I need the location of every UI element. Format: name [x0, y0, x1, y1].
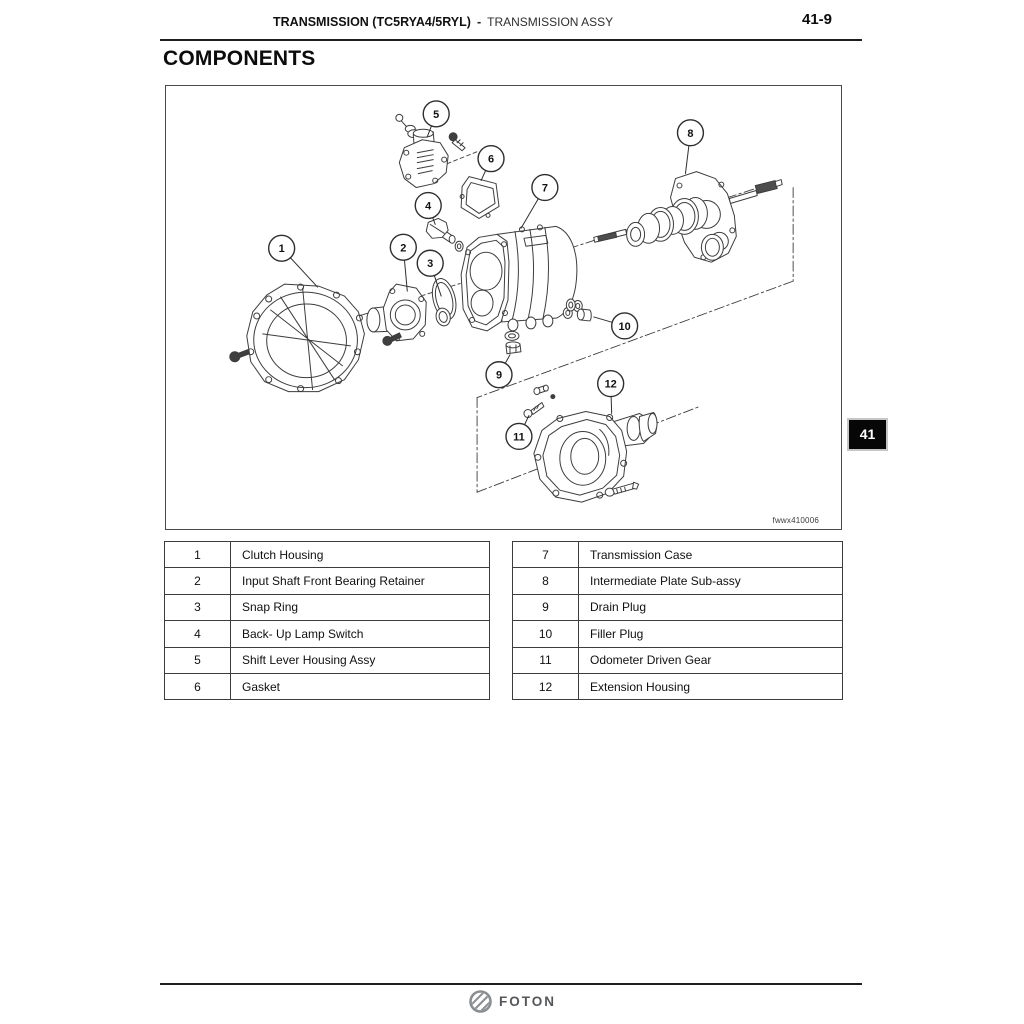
- part-number-cell: 12: [513, 673, 579, 699]
- part-number-cell: 8: [513, 568, 579, 594]
- chapter-tab: 41: [847, 418, 888, 451]
- part-number-cell: 2: [165, 568, 231, 594]
- part-name-cell: Gasket: [231, 673, 490, 699]
- parts-table-row: [165, 568, 490, 594]
- part-name-cell: Transmission Case: [579, 542, 843, 568]
- part-bearing-retainer: [367, 284, 426, 345]
- parts-table-row: [513, 594, 843, 620]
- callout-number-1: 1: [278, 243, 285, 256]
- part-name-cell: Input Shaft Front Bearing Retainer: [231, 568, 490, 594]
- callout-number-8: 8: [687, 127, 694, 140]
- callout-number-3: 3: [427, 258, 434, 271]
- part-number-cell: 1: [165, 542, 231, 568]
- part-clutch-housing: [230, 284, 365, 392]
- header-separator: -: [476, 15, 482, 29]
- callout-number-6: 6: [487, 153, 495, 166]
- exploded-view-figure: [165, 85, 842, 530]
- part-name-cell: Back- Up Lamp Switch: [231, 621, 490, 647]
- footer-divider: [160, 983, 862, 985]
- header-subsection-title: TRANSMISSION ASSY: [487, 15, 614, 29]
- part-drain-plug: [505, 331, 521, 353]
- part-transmission-case: [461, 225, 582, 331]
- parts-table-row: [513, 621, 843, 647]
- part-number-cell: 6: [165, 673, 231, 699]
- parts-table-row: [165, 647, 490, 673]
- callout-number-7: 7: [541, 182, 548, 195]
- part-snap-ring: [428, 276, 459, 327]
- part-name-cell: Extension Housing: [579, 673, 843, 699]
- parts-table-row: [165, 594, 490, 620]
- parts-table-row: [513, 542, 843, 568]
- header-breadcrumb: [273, 15, 613, 29]
- part-name-cell: Clutch Housing: [231, 542, 490, 568]
- header-divider: [160, 39, 862, 41]
- part-number-cell: 10: [513, 621, 579, 647]
- parts-table-row: [165, 621, 490, 647]
- part-name-cell: Snap Ring: [231, 594, 490, 620]
- parts-table-row: [513, 647, 843, 673]
- part-backup-lamp-switch: [426, 218, 463, 251]
- part-number-cell: 5: [165, 647, 231, 673]
- figure-code: fwwx410006: [772, 516, 819, 525]
- part-number-cell: 9: [513, 594, 579, 620]
- part-odometer-driven-gear: [524, 385, 555, 417]
- callout-number-9: 9: [495, 369, 503, 382]
- parts-table-row: [165, 542, 490, 568]
- callout-number-12: 12: [604, 378, 617, 391]
- callout-number-2: 2: [400, 242, 407, 255]
- part-gasket: [460, 177, 499, 219]
- callout-number-10: 10: [618, 320, 631, 333]
- header-section-title: TRANSMISSION (TC5RYA4/5RYL): [273, 15, 471, 29]
- part-number-cell: 3: [165, 594, 231, 620]
- foton-wordmark: FOTON: [499, 994, 556, 1009]
- callout-number-4: 4: [425, 200, 432, 213]
- parts-table-left: [164, 541, 490, 700]
- callout-number-11: 11: [513, 431, 525, 444]
- part-name-cell: Filler Plug: [579, 621, 843, 647]
- page-number: 41-9: [802, 11, 833, 28]
- part-number-cell: 4: [165, 621, 231, 647]
- parts-table-row: [165, 673, 490, 699]
- callout-number-5: 5: [433, 108, 440, 121]
- transmission-exploded-diagram: [166, 86, 841, 529]
- part-number-cell: 7: [513, 542, 579, 568]
- part-number-cell: 11: [513, 647, 579, 673]
- parts-table-row: [513, 673, 843, 699]
- parts-table-right: [512, 541, 843, 700]
- page-title: COMPONENTS: [163, 47, 316, 70]
- part-name-cell: Odometer Driven Gear: [579, 647, 843, 673]
- part-extension-housing: [534, 412, 657, 503]
- part-name-cell: Intermediate Plate Sub-assy: [579, 568, 843, 594]
- part-intermediate-plate: [594, 172, 782, 263]
- part-name-cell: Shift Lever Housing Assy: [231, 647, 490, 673]
- foton-logo-icon: [468, 989, 493, 1014]
- parts-table-row: [513, 568, 843, 594]
- footer-brand: [0, 989, 1024, 1014]
- part-name-cell: Drain Plug: [579, 594, 843, 620]
